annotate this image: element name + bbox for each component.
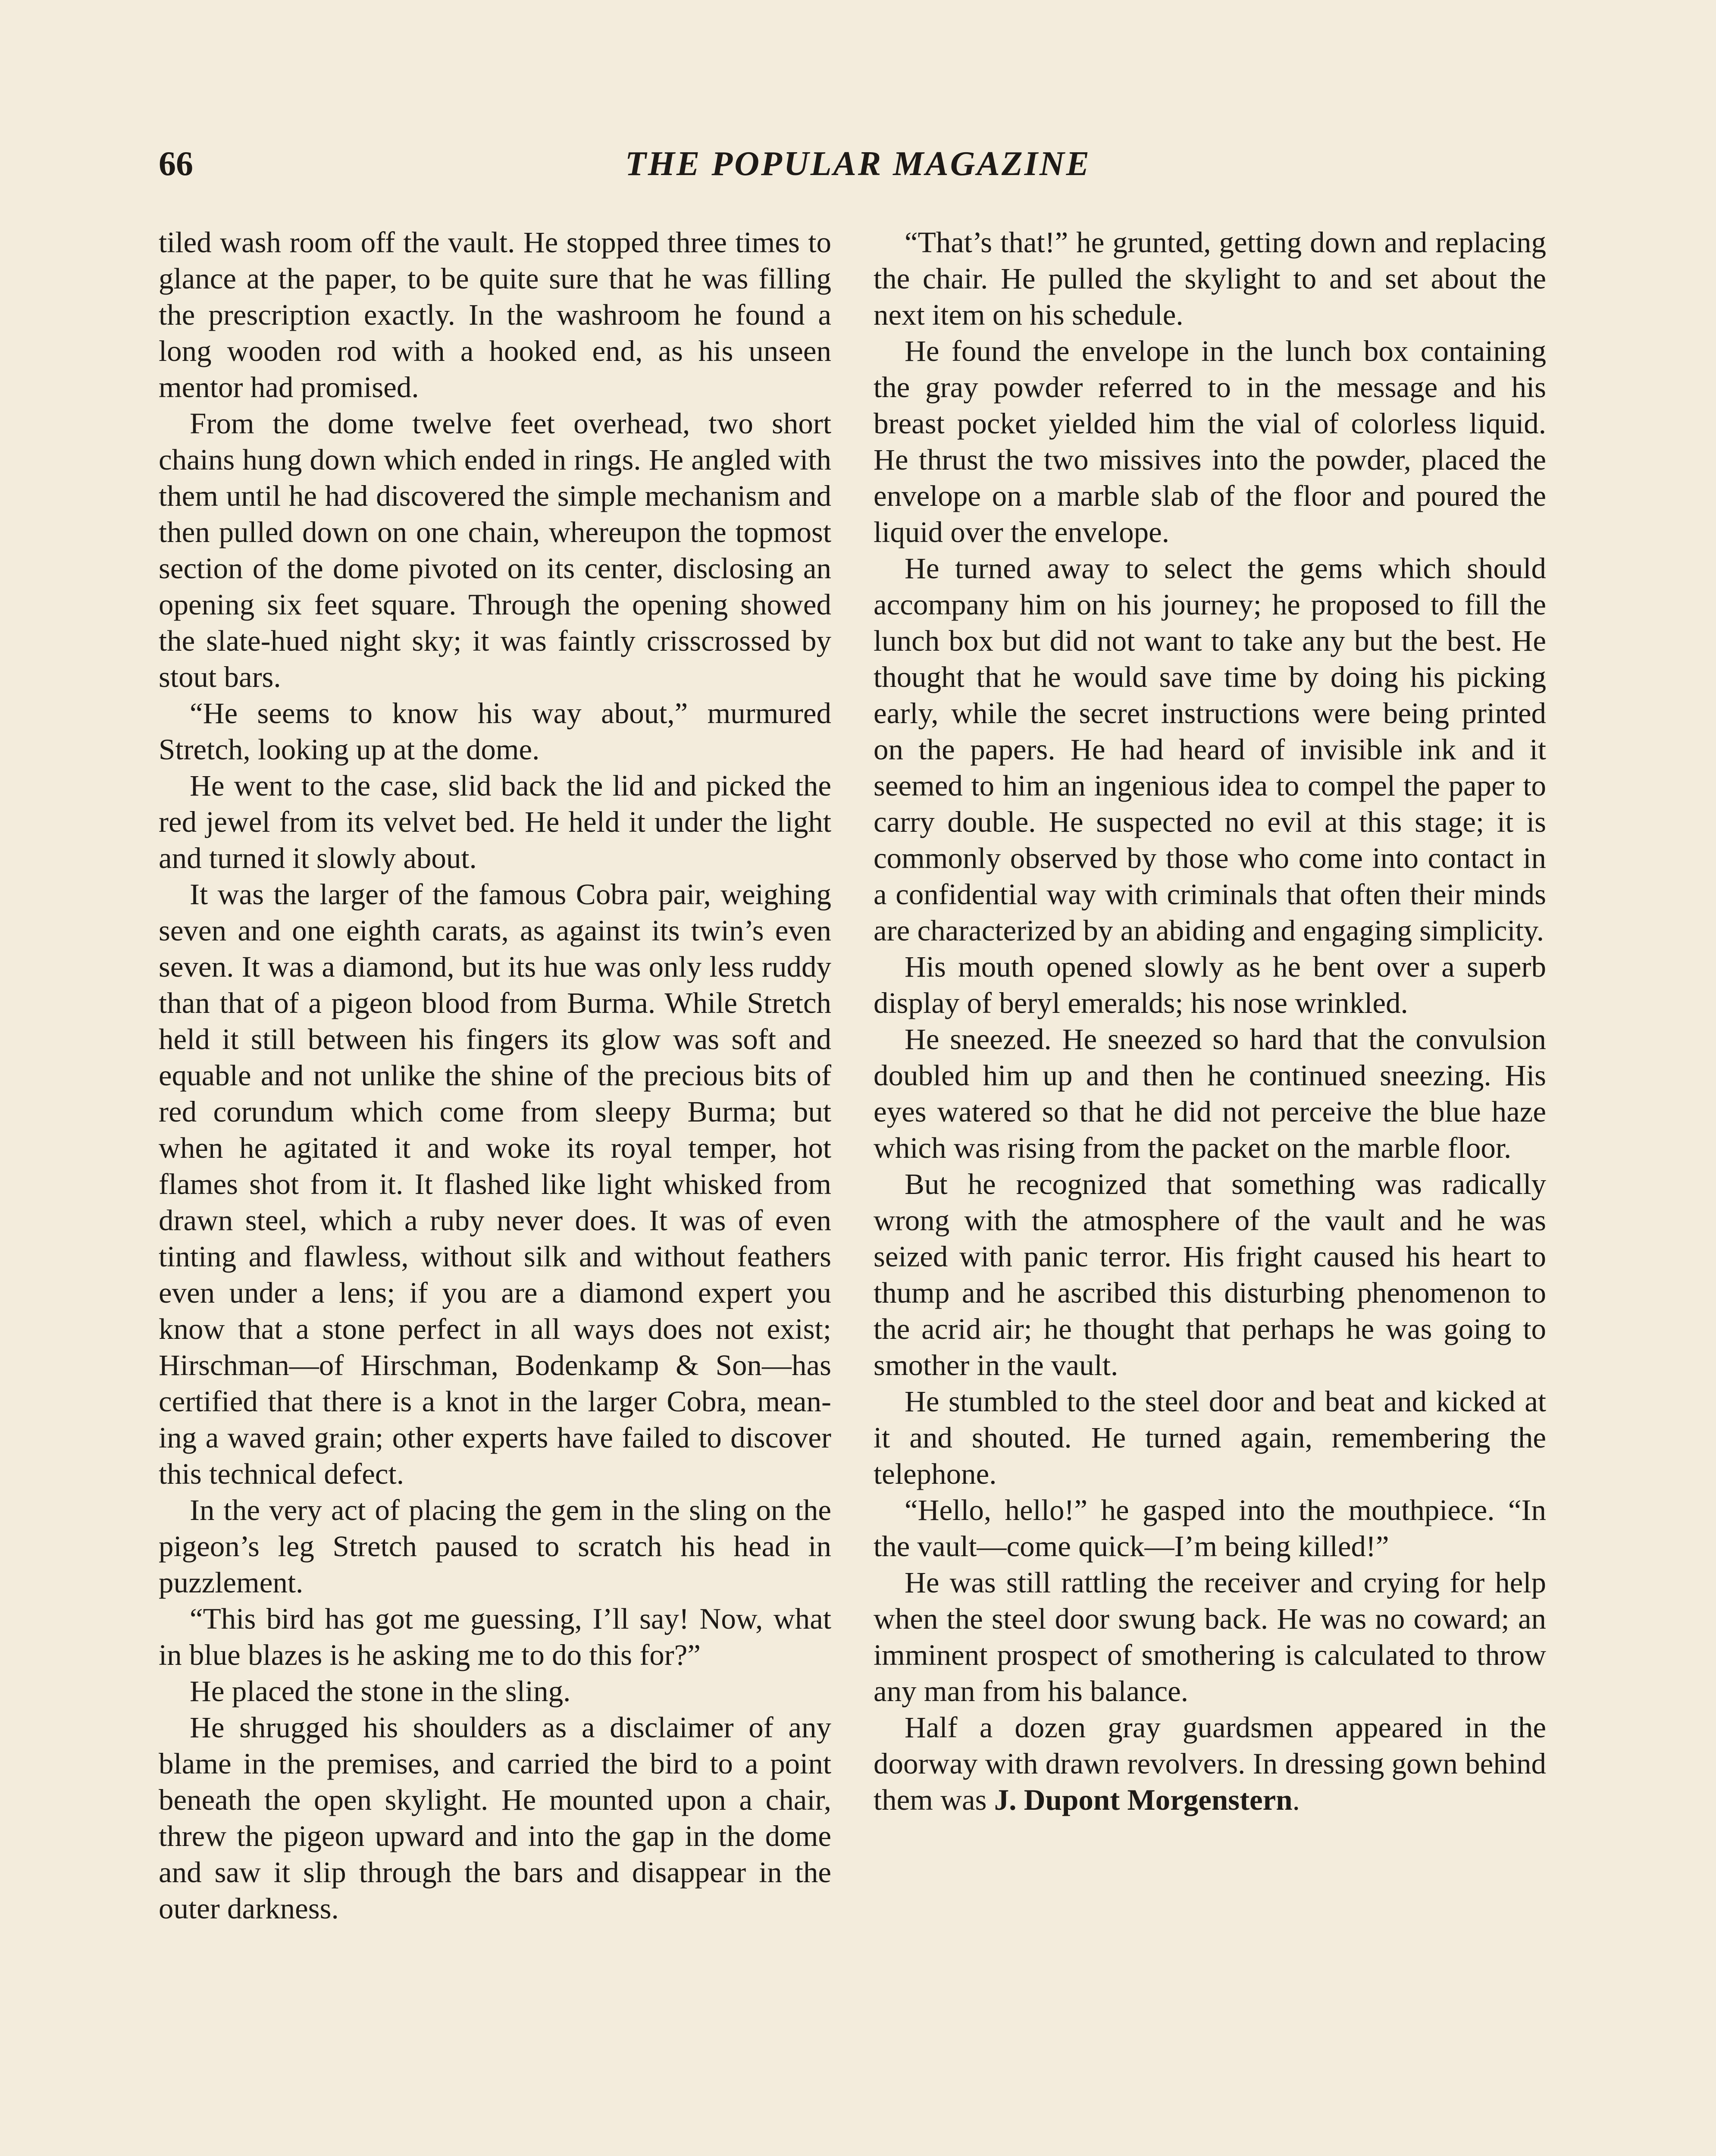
- page-number: 66: [159, 145, 193, 183]
- paragraph: He went to the case, slid back the lid and picked the red jewel from its velvet bed. He held it under the light and turned it slowly about.: [159, 769, 831, 874]
- paragraph: “Hello, hello!” he gasped into the mouthpiece. “In the vault—come quick—I’m being killed!”: [874, 1494, 1546, 1563]
- running-title: THE POPULAR MAGAZINE: [625, 145, 1091, 183]
- final-paragraph: [874, 1709, 1546, 1818]
- paragraph: “This bird has got me guessing, I’ll say! Now, what in blue blazes is he asking me to do this for?”: [159, 1602, 831, 1671]
- paragraph: He turned away to select the gems which should accompany him on his journey; he proposed to fill the lunch box but did not want to take any but the best. He thought that he would save time by doing his picking early, while the secret instructions were being printed on the papers. He had heard of invisible ink and it seemed to him an ingenious idea to compel the paper to carry double. He suspected no evil at this stage; it is commonly observed by those who come into contact in a confidential way with criminals that often their minds are characterized by an abiding and engaging simplicity.: [874, 552, 1546, 947]
- paragraph: He sneezed. He sneezed so hard that the convulsion doubled him up and then he continued sneezing. His eyes watered so that he did not perceive the blue haze which was rising from the packet on the marble floor.: [874, 1023, 1546, 1164]
- paragraph: tiled wash room off the vault. He stopped three times to glance at the paper, to be quite sure that he was filling the prescription exactly. In the washroom he found a long wooden rod with a hooked end, as his unseen mentor had promised.: [159, 226, 831, 404]
- paragraph: From the dome twelve feet overhead, two short chains hung down which ended in rings. He angled with them until he had discovered the simple mechanism and then pulled down on one chain, whereupon the topmost section of the dome pivoted on its center, disclosing an opening six feet square. Through the opening showed the slate-hued night sky; it was faintly crisscrossed by stout bars.: [159, 407, 831, 693]
- left-column: [159, 224, 831, 1927]
- paragraph: In the very act of placing the gem in the sling on the pigeon’s leg Stretch paused to scratch his head in puzzlement.: [159, 1494, 831, 1599]
- paragraph: “That’s that!” he grunted, getting down and replacing the chair. He pulled the skylight to and set about the next item on his schedule.: [874, 226, 1546, 331]
- paragraph: But he recognized that something was radically wrong with the atmosphere of the vault and he was seized with panic terror. His fright caused his heart to thump and he ascribed this disturbing phenomenon to the acrid air; he thought that perhaps he was going to smother in the vault.: [874, 1168, 1546, 1382]
- paragraph: He stumbled to the steel door and beat and kicked at it and shouted. He turned again, remembering the telephone.: [874, 1385, 1546, 1490]
- paragraph: It was the larger of the famous Cobra pair, weighing seven and one eighth carats, as against its twin’s even seven. It was a diamond, but its hue was only less ruddy than that of a pigeon blood from Burma. While Stretch held it still between his fingers its glow was soft and equable and not unlike the shine of the precious bits of red corundum which come from sleepy Burma; but when he agitated it and woke its royal temper, hot flames shot from it. It flashed like light whisked from drawn steel, which a ruby never does. It was of even tinting and flawless, without silk and without feathers even under a lens; if you are a diamond expert you know that a stone perfect in all ways does not exist; Hirschman—of Hirschman, Bodenkamp & Son—has certified that there is a knot in the larger Cobra, meaning a waved grain; other experts have failed to discover this technical defect.: [159, 878, 831, 1490]
- right-column: [874, 224, 1546, 1818]
- paragraph: He shrugged his shoulders as a disclaimer of any blame in the premises, and carried the bird to a point beneath the open skylight. He mounted upon a chair, threw the pigeon upward and into the gap in the dome and saw it slip through the bars and disappear in the outer darkness.: [159, 1711, 831, 1925]
- paragraph: He placed the stone in the sling.: [190, 1675, 571, 1708]
- paragraph: “He seems to know his way about,” murmured Stretch, looking up at the dome.: [159, 697, 831, 766]
- final-paragraph-end: .: [1292, 1783, 1300, 1816]
- paragraph: His mouth opened slowly as he bent over a superb display of beryl emeralds; his nose wrinkled.: [874, 950, 1546, 1019]
- paragraph: He found the envelope in the lunch box containing the gray powder referred to in the message and his breast pocket yielded him the vial of colorless liquid. He thrust the two missives into the powder, placed the envelope on a marble slab of the floor and poured the liquid over the envelope.: [874, 335, 1546, 548]
- character-name: J. Dupont Morgenstern: [994, 1783, 1293, 1816]
- final-paragraph-text: Half a dozen gray guardsmen appeared in the doorway with drawn revolvers. In dressing gown behind them was: [874, 1711, 1546, 1816]
- paragraph: He was still rattling the receiver and crying for help when the steel door swung back. He was no coward; an imminent prospect of smothering is calculated to throw any man from his balance.: [874, 1566, 1546, 1708]
